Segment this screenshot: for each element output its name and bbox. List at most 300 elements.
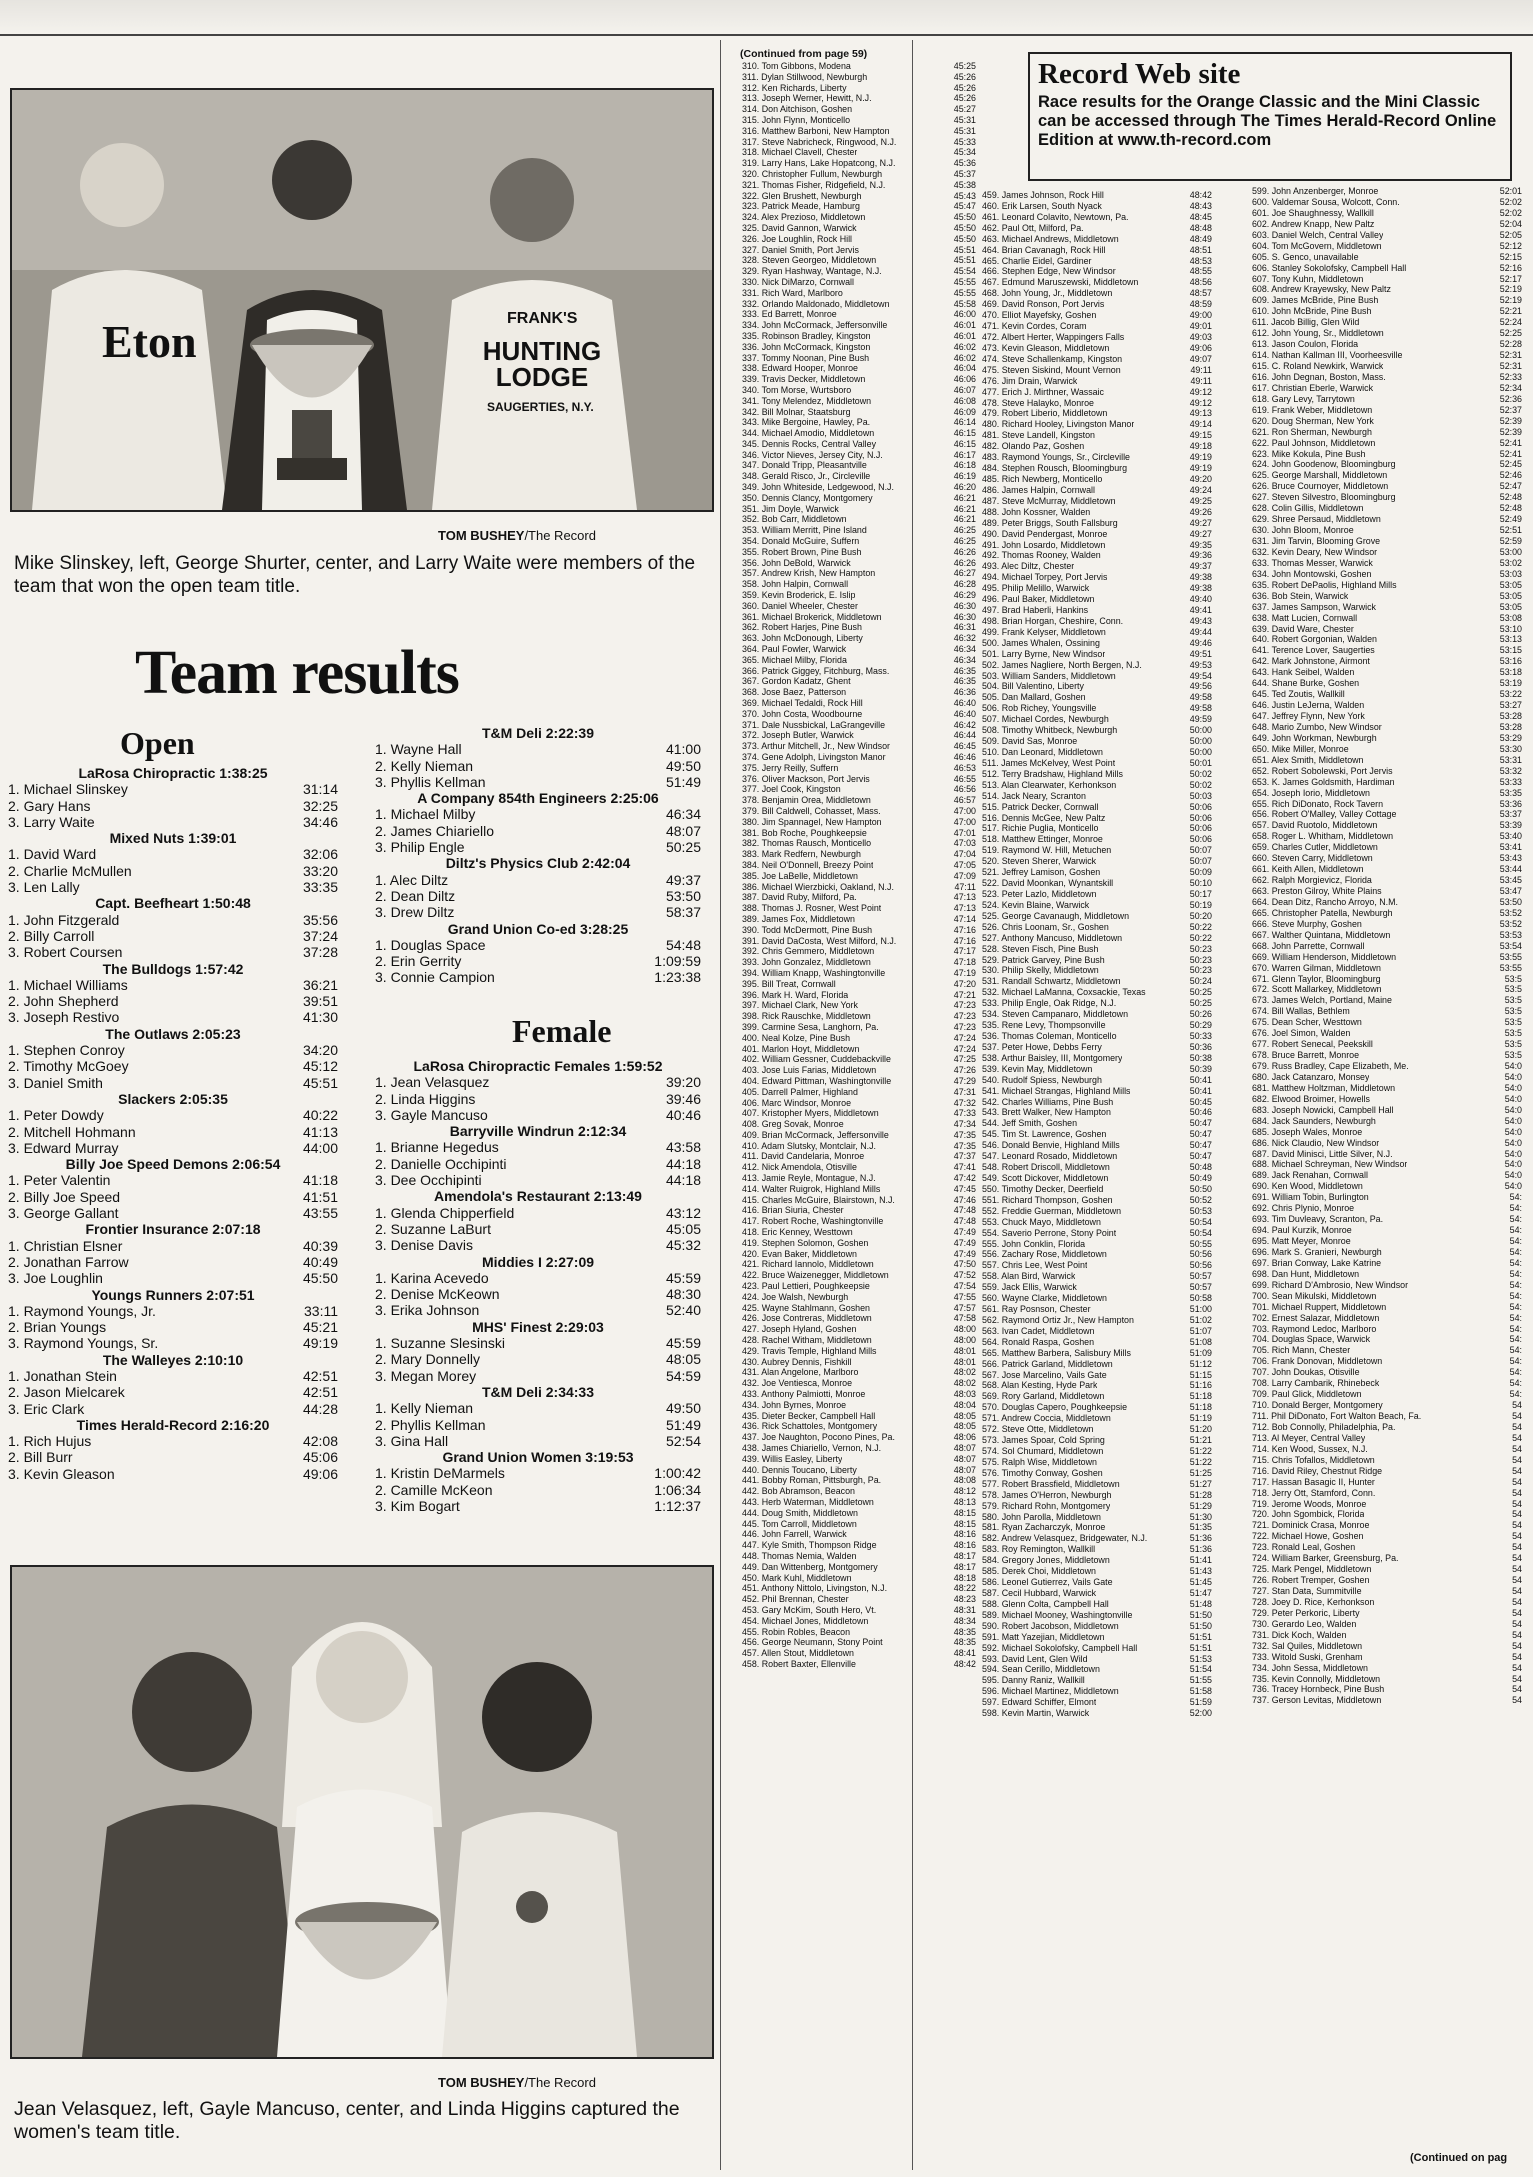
member-time: 49:06 [302, 1465, 338, 1482]
result-runner: 671. Glenn Taylor, Bloomingburg [1252, 973, 1381, 984]
result-row [982, 1293, 1212, 1304]
result-row [1252, 230, 1522, 241]
member-time: 34:20 [302, 1042, 338, 1059]
result-runner: 564. Ronald Raspa, Goshen [982, 1336, 1094, 1347]
result-time: 54 [1512, 1629, 1522, 1640]
member-name: 3. Erika Johnson [375, 1302, 480, 1319]
result-time: 49:18 [1189, 441, 1212, 452]
result-time: 53:5 [1504, 1006, 1522, 1017]
result-runner: 625. George Marshall, Middletown [1252, 470, 1388, 481]
result-row [982, 1075, 1212, 1086]
member-time: 41:51 [302, 1188, 338, 1205]
result-row [1252, 416, 1522, 427]
team-name: The Bulldogs 1:57:42 [102, 960, 244, 977]
result-time: 50:23 [1189, 943, 1212, 954]
result-time: 47:00 [953, 816, 976, 827]
team-member-row [375, 969, 701, 985]
result-row [982, 1490, 1212, 1501]
result-runner: 492. Thomas Rooney, Walden [982, 550, 1101, 561]
result-time: 49:11 [1190, 375, 1212, 386]
result-runner: 352. Bob Carr, Middletown [742, 514, 847, 525]
result-row [982, 1479, 1212, 1490]
result-row [982, 1097, 1212, 1108]
result-time: 53:45 [1499, 875, 1522, 886]
member-time: 40:49 [302, 1253, 338, 1270]
result-time: 49:25 [1189, 495, 1212, 506]
photo2-caption: Jean Velasquez, left, Gayle Mancuso, center, and Linda Higgins captured the women's team title. [14, 2098, 680, 2143]
member-name: 3. Kim Bogart [375, 1498, 460, 1515]
member-name: 2. Mitchell Hohmann [8, 1123, 136, 1140]
member-name: 1. Jonathan Stein [8, 1367, 117, 1384]
result-time: 45:50 [953, 222, 976, 233]
result-time: 50:22 [1189, 921, 1212, 932]
result-row [982, 1009, 1212, 1020]
result-runner: 499. Frank Kelyser, Middletown [982, 626, 1106, 637]
result-runner: 672. Scott Mallarkey, Middletown [1252, 984, 1382, 995]
result-time: 54 [1512, 1651, 1522, 1662]
member-name: 1. Jean Velasquez [375, 1074, 490, 1091]
result-row [742, 471, 976, 482]
member-time: 31:14 [302, 781, 338, 798]
team-member-row [8, 1319, 338, 1335]
result-row [742, 266, 976, 277]
result-time: 47:14 [953, 913, 976, 924]
result-runner: 405. Darrell Palmer, Highland [742, 1086, 858, 1097]
result-time: 46:26 [953, 557, 976, 568]
result-time: 53:29 [1499, 732, 1522, 743]
result-row [742, 1529, 976, 1540]
result-row [982, 1446, 1212, 1457]
result-time: 54: [1509, 1257, 1522, 1268]
result-time: 53:47 [1499, 886, 1522, 896]
result-runner: 360. Daniel Wheeler, Chester [742, 600, 858, 611]
result-row [742, 1195, 976, 1206]
result-time: 50:03 [1189, 790, 1212, 801]
result-row [742, 1616, 976, 1627]
member-name: 2. Billy Joe Speed [8, 1188, 121, 1205]
result-runner: 535. Rene Levy, Thompsonville [982, 1020, 1106, 1031]
result-row [742, 536, 976, 547]
result-row [982, 387, 1212, 398]
member-time: 42:08 [302, 1433, 338, 1450]
result-runner: 707. John Doukas, Otisville [1252, 1367, 1360, 1378]
result-row [1252, 208, 1522, 219]
result-time: 53:5 [1504, 1028, 1522, 1039]
result-runner: 433. Anthony Palmiotti, Monroe [742, 1389, 866, 1400]
result-time: 54:0 [1504, 1181, 1522, 1192]
result-runner: 575. Ralph Wise, Middletown [982, 1456, 1097, 1467]
result-runner: 461. Leonard Colavito, Newtown, Pa. [982, 211, 1129, 222]
member-name: 1. Peter Dowdy [8, 1107, 104, 1124]
result-row [1252, 700, 1522, 711]
result-runner: 554. Saverio Perrone, Stony Point [982, 1227, 1117, 1238]
member-name: 3. Len Lally [8, 879, 80, 896]
result-runner: 337. Tommy Noonan, Pine Bush [742, 352, 870, 363]
result-row [742, 331, 976, 342]
result-runner: 367. Gordon Kadatz, Ghent [742, 676, 851, 687]
result-runner: 340. Tom Morse, Wurtsboro [742, 384, 852, 395]
result-runner: 688. Michael Schreyman, New Windsor [1252, 1159, 1408, 1170]
result-row [1252, 1455, 1522, 1466]
result-time: 47:21 [953, 989, 976, 1000]
result-time: 45:26 [953, 82, 976, 93]
member-time: 51:49 [665, 773, 701, 790]
result-row [982, 1337, 1212, 1348]
result-runner: 500. James Whalen, Ossining [982, 637, 1100, 648]
team-name: Billy Joe Speed Demons 2:06:54 [65, 1156, 281, 1173]
result-runner: 476. Jim Drain, Warwick [982, 375, 1078, 386]
result-time: 53:02 [1499, 557, 1522, 568]
result-time: 54 [1512, 1553, 1522, 1564]
result-time: 45:31 [953, 114, 976, 125]
result-runner: 408. Greg Sovak, Monroe [742, 1119, 844, 1130]
result-runner: 557. Chris Lee, West Point [982, 1260, 1088, 1271]
result-row [982, 638, 1212, 649]
result-time: 46:31 [953, 622, 976, 633]
result-time: 45:31 [953, 125, 976, 136]
result-row [742, 299, 976, 310]
result-row [982, 354, 1212, 365]
result-runner: 346. Victor Nieves, Jersey City, N.J. [742, 449, 883, 460]
result-runner: 589. Michael Mooney, Washingtonville [982, 1609, 1133, 1620]
result-time: 46:53 [953, 762, 976, 773]
result-row [742, 817, 976, 828]
result-row [742, 1551, 976, 1562]
result-runner: 449. Dan Wittenberg, Montgomery [742, 1561, 878, 1572]
result-time: 51:18 [1189, 1402, 1212, 1413]
result-row [1252, 1608, 1522, 1619]
result-row [982, 474, 1212, 485]
result-runner: 318. Michael Clavell, Chester [742, 147, 858, 158]
result-row [982, 594, 1212, 605]
result-time: 54 [1512, 1454, 1522, 1465]
result-row [742, 644, 976, 655]
result-runner: 316. Matthew Barboni, New Hampton [742, 125, 890, 136]
result-runner: 650. Mike Miller, Monroe [1252, 743, 1349, 754]
column-rule-1 [720, 40, 721, 2170]
result-row [1252, 919, 1522, 930]
result-row [1252, 197, 1522, 208]
result-runner: 362. Robert Harjes, Pine Bush [742, 622, 862, 633]
result-time: 47:11 [954, 881, 976, 892]
result-time: 53:50 [1499, 896, 1522, 907]
result-row [1252, 1520, 1522, 1531]
result-runner: 416. Brian Siuria, Chester [742, 1205, 844, 1216]
result-time: 47:48 [953, 1216, 976, 1227]
result-runner: 562. Raymond Ortiz Jr., New Hampton [982, 1314, 1134, 1325]
member-time: 50:25 [665, 839, 701, 856]
result-row [742, 828, 976, 839]
result-runner: 684. Jack Saunders, Newburgh [1252, 1115, 1376, 1126]
result-time: 49:51 [1189, 648, 1212, 659]
result-runner: 547. Leonard Rosado, Middletown [982, 1151, 1118, 1162]
member-name: 2. Billy Carroll [8, 927, 95, 944]
result-row [982, 441, 1212, 452]
result-row [982, 1654, 1212, 1665]
result-runner: 450. Mark Kuhl, Middletown [742, 1572, 852, 1583]
result-runner: 363. John McDonough, Liberty [742, 633, 863, 644]
continued-on: (Continued on pag [1410, 2152, 1508, 2164]
result-time: 47:16 [953, 935, 976, 946]
result-row [1252, 569, 1522, 580]
team-member-row [8, 781, 338, 797]
result-time: 49:07 [1189, 353, 1212, 364]
result-runner: 361. Michael Brokerick, Middletown [742, 611, 882, 622]
result-runner: 529. Patrick Garvey, Pine Bush [982, 954, 1105, 965]
member-time: 40:39 [302, 1237, 338, 1254]
result-row [982, 561, 1212, 572]
result-time: 49:14 [1189, 419, 1212, 430]
result-runner: 696. Mark S. Granieri, Newburgh [1252, 1246, 1382, 1257]
result-runner: 380. Jim Spannagel, New Hampton [742, 816, 882, 827]
result-time: 52:49 [1499, 514, 1522, 525]
result-runner: 514. Jack Neary, Scranton [982, 790, 1086, 801]
team-member-row [375, 823, 701, 839]
result-time: 48:01 [953, 1345, 976, 1356]
result-runner: 533. Philip Engle, Oak Ridge, N.J. [982, 998, 1117, 1009]
result-runner: 734. John Sessa, Middletown [1252, 1662, 1368, 1673]
result-row [982, 343, 1212, 354]
result-row [982, 1315, 1212, 1326]
result-runner: 686. Nick Claudio, New Windsor [1252, 1137, 1380, 1148]
result-row [982, 813, 1212, 824]
result-time: 54:0 [1504, 1104, 1522, 1115]
result-time: 49:06 [1189, 342, 1212, 353]
result-runner: 471. Kevin Cordes, Coram [982, 321, 1087, 332]
result-runner: 506. Rob Richey, Youngsville [982, 703, 1097, 714]
result-runner: 515. Patrick Decker, Cornwall [982, 801, 1099, 812]
result-runner: 659. Charles Cutler, Middletown [1252, 842, 1378, 853]
result-time: 51:07 [1189, 1325, 1212, 1336]
result-runner: 518. Matthew Ettinger, Monroe [982, 834, 1103, 845]
result-runner: 601. Joe Shaughnessy, Wallkill [1252, 207, 1374, 218]
result-runner: 354. Donald McGuire, Suffern [742, 536, 860, 547]
result-runner: 651. Alex Smith, Middletown [1252, 754, 1364, 765]
result-runner: 572. Steve Otte, Middletown [982, 1424, 1094, 1435]
result-runner: 512. Terry Bradshaw, Highland Mills [982, 768, 1123, 779]
member-name: 2. Erin Gerrity [375, 953, 462, 970]
result-row [982, 1086, 1212, 1097]
member-time: 49:50 [665, 757, 701, 774]
result-time: 53:13 [1499, 634, 1522, 645]
result-row [742, 763, 976, 774]
member-name: 3. Denise Davis [375, 1237, 474, 1254]
result-runner: 387. David Ruby, Milford, Pa. [742, 892, 857, 903]
result-runner: 412. Nick Amendola, Otisville [742, 1162, 857, 1173]
result-time: 45:25 [953, 61, 976, 71]
result-runner: 539. Kevin May, Middletown [982, 1063, 1093, 1074]
result-row [982, 1533, 1212, 1544]
result-row [742, 1540, 976, 1551]
result-time: 50:06 [1189, 812, 1212, 823]
result-row [742, 784, 976, 795]
member-name: 3. Phyllis Kellman [375, 773, 486, 790]
result-time: 53:44 [1499, 864, 1522, 875]
result-time: 53:5 [1504, 1039, 1522, 1050]
result-runner: 633. Thomas Messer, Warwick [1252, 557, 1373, 568]
result-time: 53:15 [1499, 645, 1522, 656]
result-time: 46:21 [953, 514, 976, 525]
result-runner: 599. John Anzenberger, Monroe [1252, 186, 1379, 196]
result-time: 50:56 [1189, 1260, 1212, 1271]
result-runner: 624. John Goodenow, Bloomingburg [1252, 459, 1396, 470]
member-time: 41:00 [665, 741, 701, 758]
result-time: 46:09 [953, 406, 976, 417]
result-runner: 720. John Sgombick, Florida [1252, 1509, 1365, 1520]
result-row [1252, 1345, 1522, 1356]
result-time: 45:43 [953, 190, 976, 201]
result-runner: 628. Colin Gillis, Middletown [1252, 503, 1364, 514]
result-row [742, 1011, 976, 1022]
team-name: LaRosa Chiropractic Females 1:59:52 [413, 1058, 663, 1074]
member-time: 48:07 [665, 822, 701, 839]
result-runner: 406. Marc Windsor, Monroe [742, 1097, 852, 1108]
result-runner: 692. Chris Plynio, Monroe [1252, 1203, 1355, 1214]
result-runner: 374. Gene Adolph, Livingston Manor [742, 752, 886, 762]
result-time: 48:12 [953, 1486, 976, 1497]
result-time: 47:49 [953, 1248, 976, 1259]
result-runner: 643. Hank Seibel, Walden [1252, 667, 1355, 678]
result-row [742, 795, 976, 806]
result-runner: 338. Edward Hooper, Monroe [742, 363, 858, 374]
result-row [1252, 1378, 1522, 1389]
result-time: 47:03 [953, 838, 976, 849]
result-runner: 732. Sal Quiles, Middletown [1252, 1640, 1363, 1651]
result-runner: 479. Robert Liberio, Middletown [982, 408, 1108, 419]
result-row [742, 1400, 976, 1411]
result-time: 46:27 [953, 568, 976, 579]
result-runner: 353. William Merritt, Pine Island [742, 525, 867, 536]
result-runner: 386. Michael Wierzbicki, Oakland, N.J. [742, 881, 894, 892]
result-runner: 610. John McBride, Pine Bush [1252, 306, 1372, 317]
team-member-row [375, 1156, 701, 1172]
result-runner: 419. Stephen Solomon, Goshen [742, 1237, 869, 1248]
result-runner: 383. Mark Redfern, Newburgh [742, 849, 861, 860]
result-time: 49:00 [1189, 310, 1212, 321]
result-runner: 335. Robinson Bradley, Kingston [742, 330, 871, 341]
member-time: 1:12:37 [654, 1498, 701, 1515]
result-time: 52:19 [1499, 295, 1522, 306]
result-runner: 452. Phil Brennan, Chester [742, 1594, 849, 1605]
result-time: 53:5 [1504, 1050, 1522, 1061]
result-time: 48:18 [953, 1572, 976, 1583]
result-time: 54:0 [1504, 1137, 1522, 1148]
result-row [1252, 427, 1522, 438]
result-row [742, 1065, 976, 1076]
result-row [742, 547, 976, 558]
result-row [1252, 842, 1522, 853]
result-time: 47:23 [953, 1021, 976, 1032]
result-time: 47:25 [953, 1054, 976, 1065]
result-runner: 583. Roy Remington, Wallkill [982, 1544, 1096, 1555]
result-runner: 421. Richard Iannolo, Middletown [742, 1259, 874, 1270]
result-time: 50:22 [1189, 932, 1212, 943]
result-row [982, 1118, 1212, 1129]
result-runner: 502. James Nagliere, North Bergen, N.J. [982, 659, 1142, 670]
result-time: 51:27 [1189, 1478, 1212, 1489]
result-time: 54 [1512, 1411, 1522, 1421]
result-runner: 398. Rick Rauschke, Middletown [742, 1011, 871, 1022]
team-name: Grand Union Women 3:19:53 [442, 1449, 634, 1466]
result-runner: 460. Erik Larsen, South Nyack [982, 200, 1102, 211]
result-runner: 490. David Pendergast, Monroe [982, 528, 1108, 539]
result-runner: 622. Paul Johnson, Middletown [1252, 437, 1376, 448]
result-row [982, 725, 1212, 736]
team-member-row [375, 872, 701, 888]
member-name: 2. Gary Hans [8, 797, 91, 814]
result-runner: 414. Walter Ruigrok, Highland Mills [742, 1183, 881, 1194]
result-runner: 715. Chris Tofallos, Middletown [1252, 1454, 1375, 1465]
result-time: 50:39 [1189, 1063, 1212, 1074]
result-time: 47:32 [953, 1097, 976, 1108]
result-row [982, 1468, 1212, 1479]
result-runner: 344. Michael Amodio, Middletown [742, 428, 875, 439]
result-time: 54: [1509, 1378, 1522, 1389]
result-time: 47:46 [953, 1194, 976, 1205]
result-runner: 569. Rory Garland, Middletown [982, 1391, 1105, 1402]
result-runner: 595. Danny Raniz, Wallkill [982, 1675, 1085, 1686]
result-time: 54:0 [1504, 1061, 1522, 1071]
member-name: 2. Mary Donnelly [375, 1351, 481, 1368]
result-row [982, 1501, 1212, 1512]
result-time: 51:54 [1189, 1664, 1212, 1675]
team-member-row [8, 944, 338, 960]
result-row [982, 714, 1212, 725]
result-row [742, 1151, 976, 1162]
result-row [1252, 1652, 1522, 1663]
result-time: 45:37 [953, 168, 976, 179]
result-runner: 517. Richie Puglia, Monticello [982, 823, 1099, 834]
result-runner: 489. Peter Briggs, South Fallsburg [982, 517, 1118, 528]
result-time: 50:47 [1189, 1140, 1212, 1151]
member-time: 45:50 [302, 1270, 338, 1287]
result-row [1252, 678, 1522, 689]
result-row [1252, 984, 1522, 995]
result-row [982, 1239, 1212, 1250]
result-row [742, 1335, 976, 1346]
result-runner: 710. Donald Berger, Montgomery [1252, 1400, 1383, 1411]
result-runner: 319. Larry Hans, Lake Hopatcong, N.J. [742, 158, 896, 169]
result-row [982, 955, 1212, 966]
result-runner: 493. Alec Diltz, Chester [982, 561, 1075, 572]
result-row [982, 1053, 1212, 1064]
result-runner: 310. Tom Gibbons, Modena [742, 61, 851, 71]
result-runner: 657. David Ruotolo, Middletown [1252, 820, 1378, 831]
result-runner: 339. Travis Decker, Middletown [742, 374, 866, 385]
result-runner: 640. Robert Gorgonian, Walden [1252, 634, 1377, 645]
member-name: 3. Raymond Youngs, Sr. [8, 1335, 159, 1352]
result-runner: 653. K. James Goldsmith, Hardiman [1252, 776, 1395, 787]
result-time: 49:58 [1189, 703, 1212, 714]
result-runner: 542. Charles Williams, Pine Bush [982, 1096, 1114, 1107]
result-time: 52:33 [1499, 371, 1522, 382]
result-time: 50:49 [1189, 1172, 1212, 1183]
result-runner: 322. Glen Brushett, Newburgh [742, 190, 862, 201]
result-time: 46:44 [953, 730, 976, 741]
result-time: 47:49 [953, 1227, 976, 1238]
result-time: 51:55 [1189, 1675, 1212, 1686]
result-runner: 566. Patrick Garland, Middletown [982, 1358, 1113, 1369]
result-time: 46:14 [953, 417, 976, 428]
result-time: 46:25 [953, 525, 976, 536]
result-time: 46:57 [953, 795, 976, 806]
result-runner: 320. Christopher Fullum, Newburgh [742, 168, 883, 179]
member-name: 3. Eric Clark [8, 1400, 85, 1417]
result-row [982, 1140, 1212, 1151]
result-runner: 573. James Spoar, Cold Spring [982, 1435, 1105, 1446]
result-row [982, 976, 1212, 987]
result-row [742, 1594, 976, 1605]
